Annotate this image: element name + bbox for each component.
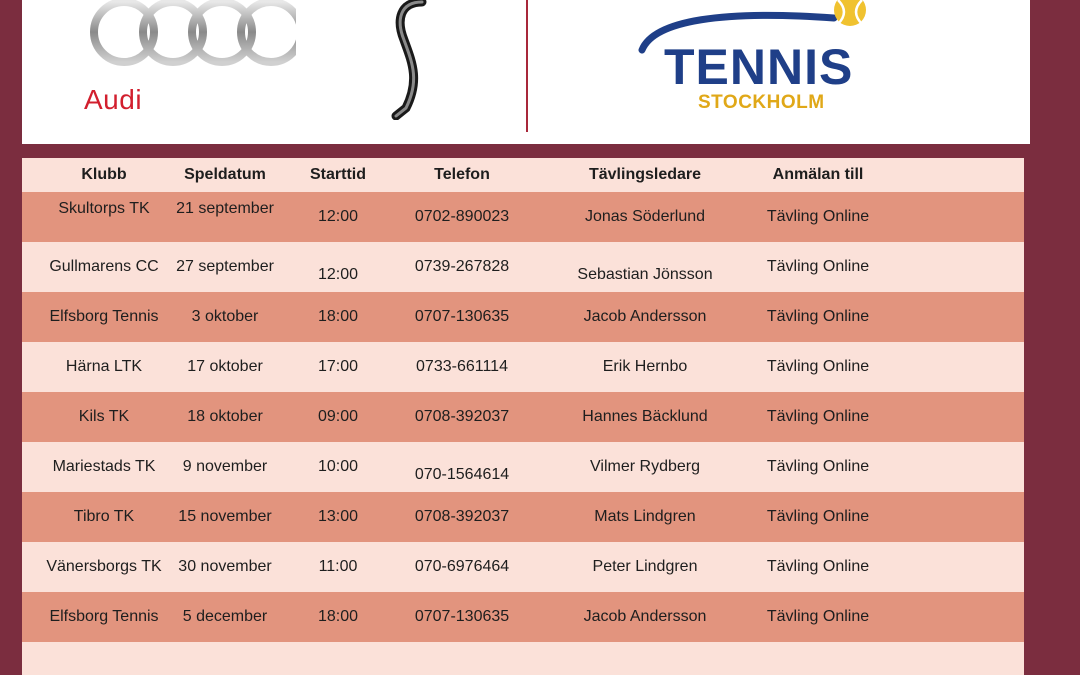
cell-tavlingsledare: Jacob Andersson — [583, 308, 707, 325]
table-row — [22, 442, 1024, 492]
table-row — [22, 292, 1024, 342]
header-telefon: Telefon — [434, 166, 490, 183]
header-speldatum: Speldatum — [184, 166, 266, 183]
cell-tavlingsledare: Erik Hernbo — [602, 358, 688, 375]
cell-klubb: Mariestads TK — [52, 458, 156, 475]
table-row — [22, 542, 1024, 592]
cell-telefon: 0702-890023 — [414, 208, 510, 225]
cell-speldatum: 17 oktober — [187, 358, 263, 375]
cell-speldatum: 30 november — [178, 558, 272, 575]
cell-telefon: 0708-392037 — [414, 408, 510, 425]
cell-anmalan-till: Tävling Online — [766, 258, 870, 275]
header-anmalan-till: Anmälan till — [772, 166, 864, 183]
cell-anmalan-till: Tävling Online — [766, 308, 870, 325]
cell-starttid: 13:00 — [317, 508, 359, 525]
cell-speldatum: 3 oktober — [191, 308, 259, 325]
table-header-row — [22, 158, 1024, 192]
cell-speldatum: 5 december — [182, 608, 268, 625]
table-row — [22, 492, 1024, 542]
table-row — [22, 392, 1024, 442]
cell-speldatum: 21 september — [176, 200, 274, 217]
tennis-ball-icon — [830, 0, 870, 36]
cell-tavlingsledare: Vilmer Rydberg — [590, 458, 700, 475]
cell-klubb: Vänersborgs TK — [46, 558, 162, 575]
cell-klubb: Elfsborg Tennis — [49, 308, 159, 325]
cell-anmalan-till: Tävling Online — [766, 558, 870, 575]
cell-starttid: 17:00 — [317, 358, 359, 375]
cell-anmalan-till: Tävling Online — [766, 458, 870, 475]
cell-klubb: Tibro TK — [73, 508, 135, 525]
cell-anmalan-till: Tävling Online — [766, 208, 870, 225]
tennis-stockholm-logo — [634, 0, 884, 115]
cell-starttid: 18:00 — [317, 308, 359, 325]
cell-telefon: 0739-267828 — [414, 258, 510, 275]
table-empty-row — [22, 642, 1024, 675]
cell-tavlingsledare: Jacob Andersson — [583, 608, 707, 625]
cell-klubb: Gullmarens CC — [49, 258, 159, 275]
cell-telefon: 0733-661114 — [416, 358, 508, 375]
cell-klubb: Skultorps TK — [58, 200, 150, 217]
cell-klubb: Elfsborg Tennis — [49, 608, 159, 625]
cell-tavlingsledare: Hannes Bäcklund — [582, 408, 708, 425]
cell-telefon: 0708-392037 — [414, 508, 510, 525]
cell-speldatum: 9 november — [182, 458, 268, 475]
cell-telefon: 070-1564614 — [414, 466, 510, 483]
cell-anmalan-till: Tävling Online — [766, 508, 870, 525]
cell-speldatum: 15 november — [178, 508, 272, 525]
cell-starttid: 11:00 — [318, 558, 358, 575]
cell-tavlingsledare: Peter Lindgren — [592, 558, 698, 575]
s-logo-icon — [382, 0, 432, 120]
table-row — [22, 242, 1024, 292]
cell-telefon: 0707-130635 — [414, 308, 510, 325]
cell-klubb: Kils TK — [78, 408, 130, 425]
cell-starttid: 12:00 — [317, 208, 359, 225]
audi-wordmark: Audi — [84, 84, 143, 115]
cell-speldatum: 27 september — [176, 258, 274, 275]
table-row — [22, 592, 1024, 642]
cell-tavlingsledare: Jonas Söderlund — [584, 208, 706, 225]
cell-anmalan-till: Tävling Online — [766, 358, 870, 375]
cell-starttid: 18:00 — [317, 608, 359, 625]
header-tavlingsledare: Tävlingsledare — [588, 166, 702, 183]
header-klubb: Klubb — [81, 166, 127, 183]
header-starttid: Starttid — [310, 166, 366, 183]
audi-rings-icon — [76, 0, 296, 80]
cell-speldatum: 18 oktober — [187, 408, 263, 425]
banner-divider — [526, 0, 528, 132]
cell-telefon: 070-6976464 — [414, 558, 510, 575]
audi-logo — [76, 0, 296, 118]
cell-tavlingsledare: Sebastian Jönsson — [577, 266, 713, 283]
cell-starttid: 10:00 — [317, 458, 359, 475]
tennis-wordmark: TENNIS — [664, 39, 854, 95]
cell-anmalan-till: Tävling Online — [766, 408, 870, 425]
cell-starttid: 12:00 — [317, 266, 359, 283]
cell-klubb: Härna LTK — [65, 358, 143, 375]
stockholm-wordmark: STOCKHOLM — [698, 92, 825, 113]
cell-starttid: 09:00 — [317, 408, 359, 425]
table-row — [22, 192, 1024, 242]
sponsor-banner — [22, 0, 1030, 144]
table-row — [22, 342, 1024, 392]
tournament-schedule-table — [22, 158, 1024, 675]
cell-anmalan-till: Tävling Online — [766, 608, 870, 625]
cell-tavlingsledare: Mats Lindgren — [594, 508, 696, 525]
cell-telefon: 0707-130635 — [414, 608, 510, 625]
